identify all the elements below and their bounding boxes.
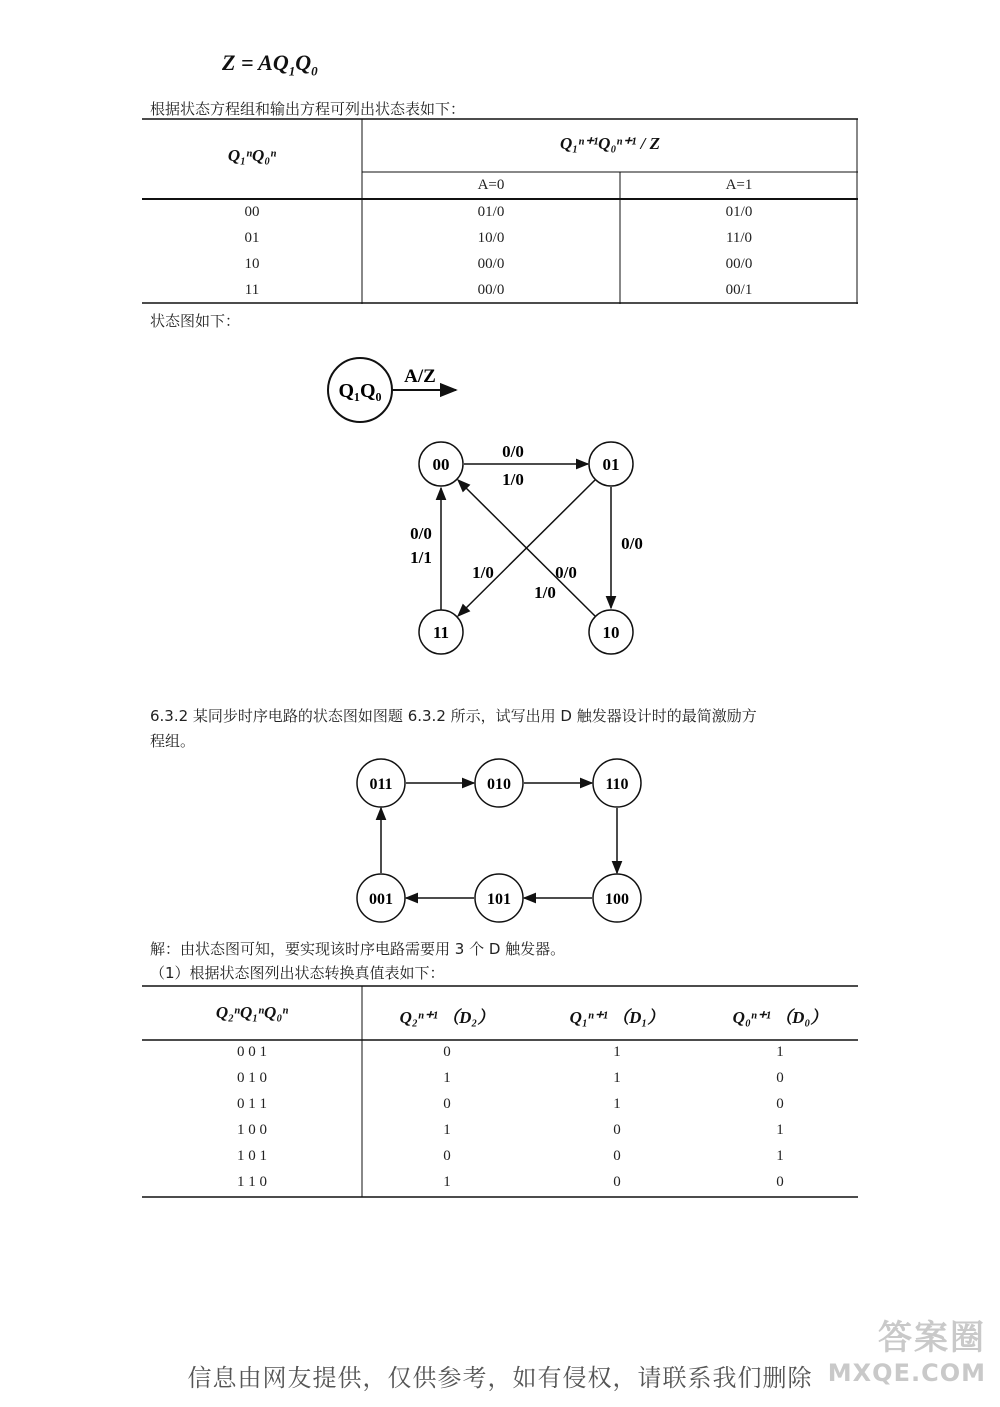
table1-cell: 10 (244, 256, 260, 272)
truth-table-cell: 0 (776, 1070, 784, 1086)
watermark-top: 答案圈 (878, 1318, 986, 1358)
edge-label: 1/0 (472, 563, 494, 582)
truth-table-header-d1: Q₁ⁿ⁺¹ （D₁） (569, 1008, 665, 1027)
truth-table-cell: 1 (443, 1174, 451, 1190)
solution-line-1: 解：由状态图可知，要实现该时序电路需要用 3 个 D 触发器。 (150, 940, 566, 958)
truth-table-cell: 1 (443, 1122, 451, 1138)
table1-cell: 00/1 (725, 282, 753, 298)
table1-col-a0: A=0 (477, 177, 505, 193)
state-node-011-label: 011 (369, 776, 393, 793)
truth-table-cell: 1 (776, 1148, 784, 1164)
legend-arrow-label: A/Z (404, 366, 436, 387)
truth-table-cell: 1 (613, 1070, 621, 1086)
table1-cell: 01/0 (725, 204, 753, 220)
truth-table-cell: 1 0 0 (237, 1122, 267, 1138)
edge-label: 1/0 (502, 470, 524, 489)
truth-table-cell: 1 (613, 1096, 621, 1112)
state-table (142, 118, 858, 304)
edge-label: 0/0 (555, 563, 577, 582)
truth-table-cell: 0 (613, 1148, 621, 1164)
truth-table-cell: 1 1 0 (237, 1174, 267, 1190)
table1-cell: 01/0 (477, 204, 505, 220)
table1-cell: 00 (244, 204, 260, 220)
truth-table-cell: 1 (776, 1044, 784, 1060)
truth-table-header-d2: Q₂ⁿ⁺¹ （D₂） (399, 1008, 495, 1027)
watermark-bottom: MXQE.COM (827, 1359, 986, 1387)
truth-table-header-d0: Q₀ⁿ⁺¹ （D₀） (732, 1008, 828, 1027)
table1-cell: 10/0 (477, 230, 505, 246)
truth-table-cell: 0 (443, 1148, 451, 1164)
legend-node-label: Q₁Q₀ (338, 380, 382, 402)
state-diagram-intro: 状态图如下： (150, 312, 241, 330)
problem-line-2: 程组。 (150, 732, 196, 750)
edge-label: 0/0 (621, 534, 643, 553)
table1-cell: 00/0 (477, 256, 505, 272)
state-node-100-label: 100 (605, 891, 629, 908)
table1-col-a1: A=1 (725, 177, 753, 193)
table1-cell: 00/0 (477, 282, 505, 298)
state-node-110-label: 110 (605, 776, 629, 793)
truth-table-cell: 1 0 1 (237, 1148, 267, 1164)
edge-label: 0/0 (502, 442, 524, 461)
truth-table-cell: 1 (443, 1070, 451, 1086)
edge-label: 0/0 (410, 524, 432, 543)
truth-table-cell: 0 (443, 1044, 451, 1060)
state-diagram-1 (0, 330, 1000, 675)
state-node-00-label: 00 (432, 455, 450, 474)
state-node-11-label: 11 (432, 623, 450, 642)
truth-table-cell: 0 (613, 1122, 621, 1138)
truth-table-cell: 0 1 1 (237, 1096, 267, 1112)
truth-table-cell: 0 (613, 1174, 621, 1190)
state-node-101-label: 101 (487, 891, 511, 908)
edge-label: 1/0 (534, 583, 556, 602)
state-node-010-label: 010 (487, 776, 511, 793)
state-node-10-label: 10 (602, 623, 620, 642)
truth-table-cell: 0 (776, 1174, 784, 1190)
state-node-001-label: 001 (369, 891, 393, 908)
problem-line-1: 6.3.2 某同步时序电路的状态图如图题 6.3.2 所示，试写出用 D 触发器设计时的最简激励方 (150, 707, 757, 725)
table1-cell: 11 (244, 282, 260, 298)
output-equation: $Z = AQ_1Q_0$ (222, 50, 318, 79)
table1-header-next: Q₁ⁿ⁺¹Q₀ⁿ⁺¹ / Z (560, 134, 660, 153)
watermark-logo (828, 1310, 986, 1387)
truth-table (142, 985, 858, 1199)
table1-cell: 01 (244, 230, 260, 246)
truth-table-cell: 0 (443, 1096, 451, 1112)
edge-label: 1/1 (410, 548, 432, 567)
truth-table-cell: 1 (776, 1122, 784, 1138)
truth-table-header-state: Q₂ⁿQ₁ⁿQ₀ⁿ (215, 1003, 289, 1022)
table1-intro: 根据状态方程组和输出方程可列出状态表如下： (150, 100, 466, 118)
state-diagram-2 (0, 750, 1000, 935)
truth-table-cell: 0 (776, 1096, 784, 1112)
table1-header-state: Q₁ⁿQ₀ⁿ (227, 146, 277, 165)
table1-cell: 00/0 (725, 256, 753, 272)
truth-table-cell: 1 (613, 1044, 621, 1060)
state-node-01-label: 01 (602, 455, 620, 474)
truth-table-cell: 0 1 0 (237, 1070, 267, 1086)
table1-cell: 11/0 (725, 230, 753, 246)
solution-line-2: （1）根据状态图列出状态转换真值表如下： (150, 964, 445, 982)
truth-table-cell: 0 0 1 (237, 1044, 267, 1060)
disclaimer-footer: 信息由网友提供，仅供参考，如有侵权，请联系我们删除 (187, 1364, 813, 1392)
